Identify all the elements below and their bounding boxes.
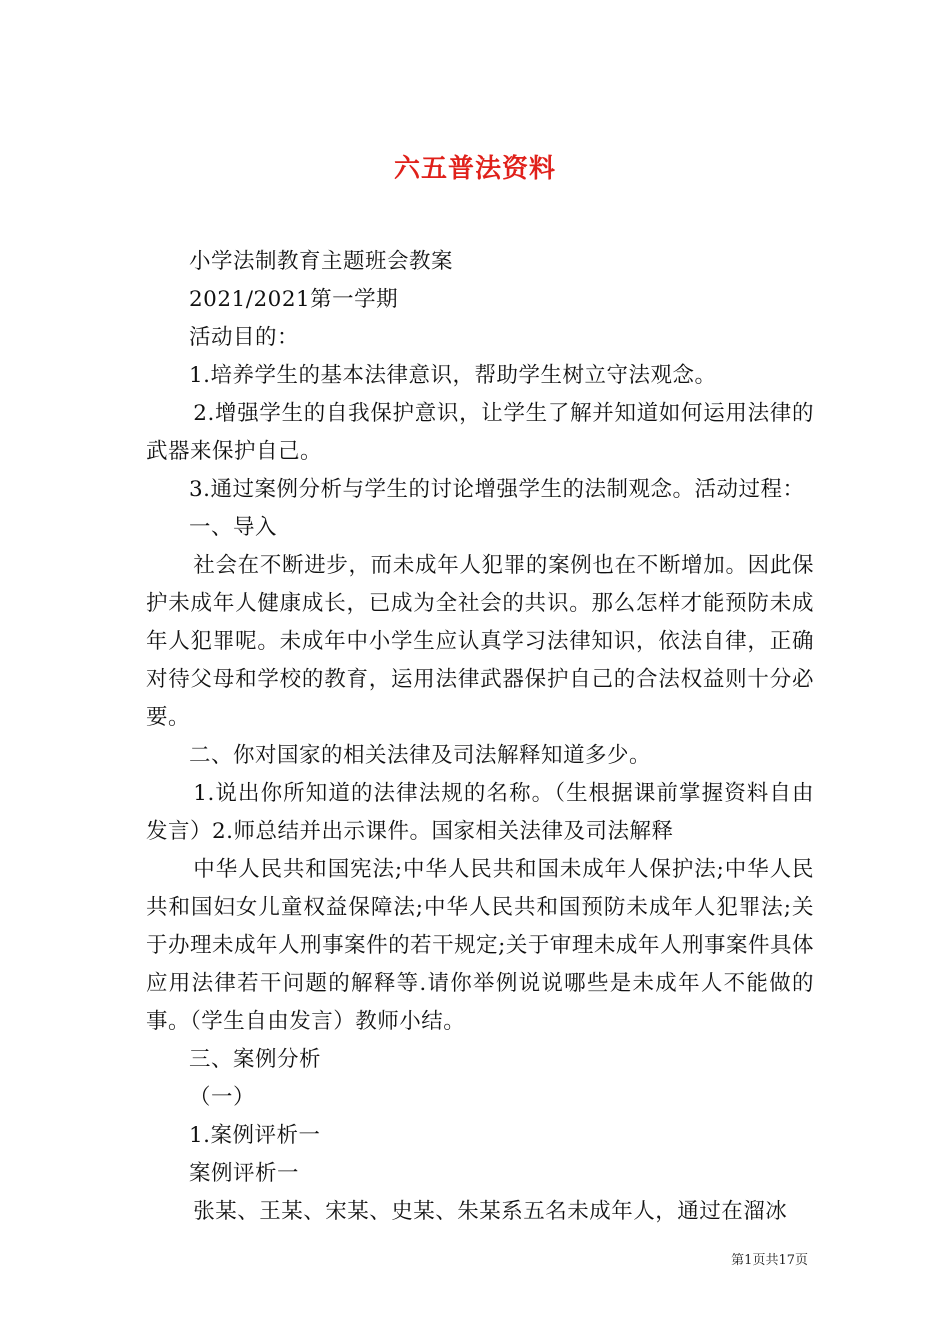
paragraph-section-2-heading: 二、你对国家的相关法律及司法解释知道多少。 — [189, 743, 652, 768]
paragraph-law-list: 中华人民共和国宪法;中华人民共和国未成年人保护法;中华人民共和国妇女儿童权益保障法;中华人民共和国预防未成年人犯罪法;关于办理未成年人刑事案件的若干规定;关于审理未成年人刑事案件具体应用法律若干问题的解释等.请你举例说说哪些是未成年人不能做的事。（学生自由发言）教师小结。 — [146, 857, 814, 1034]
document-body — [146, 243, 814, 1231]
paragraph-objectives-heading: 活动目的： — [189, 325, 300, 350]
paragraph-case-review-heading: 案例评析一 — [189, 1161, 300, 1186]
paragraph-case-text: 张某、王某、宋某、史某、朱某系五名未成年人，通过在溜冰 — [193, 1199, 788, 1224]
paragraph-objective-1: 1.培养学生的基本法律意识，帮助学生树立守法观念。 — [189, 363, 717, 388]
paragraph-subsection-1: （一） — [189, 1085, 256, 1110]
paragraph-objective-3: 3.通过案例分析与学生的讨论增强学生的法制观念。活动过程： — [189, 477, 805, 502]
paragraph-semester: 2021/2021第一学期 — [189, 287, 399, 312]
paragraph-objective-2: 2.增强学生的自我保护意识，让学生了解并知道如何运用法律的武器来保护自己。 — [146, 401, 814, 464]
paragraph-case-review-item: 1.案例评析一 — [189, 1123, 321, 1148]
page-number-footer: 第1页共17页 — [731, 1253, 808, 1268]
paragraph-section-1-heading: 一、导入 — [189, 515, 278, 540]
paragraph-lesson-title: 小学法制教育主题班会教案 — [189, 249, 454, 274]
paragraph-introduction: 社会在不断进步，而未成年人犯罪的案例也在不断增加。因此保护未成年人健康成长，已成为全社会的共识。那么怎样才能预防未成年人犯罪呢。未成年中小学生应认真学习法律知识，依法自律，正确对待父母和学校的教育，运用法律武器保护自己的合法权益则十分必要。 — [146, 553, 814, 730]
paragraph-section-3-heading: 三、案例分析 — [189, 1047, 322, 1072]
paragraph-law-discussion: 1.说出你所知道的法律法规的名称。（生根据课前掌握资料自由发言）2.师总结并出示课件。国家相关法律及司法解释 — [146, 781, 814, 844]
document-title: 六五普法资料 — [393, 154, 556, 185]
